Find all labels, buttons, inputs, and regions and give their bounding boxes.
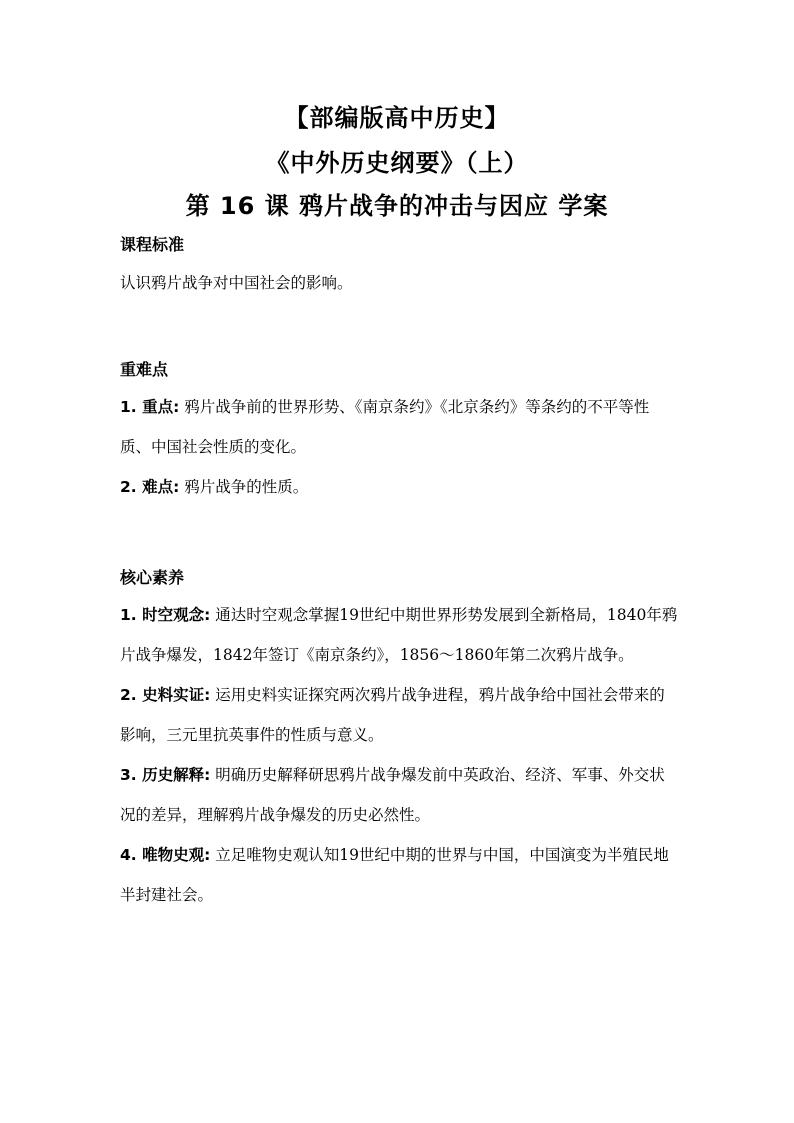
core-literacy-section xyxy=(120,595,680,915)
core-literacy-label: 1. 时空观念: xyxy=(120,606,211,624)
title-lesson: 第 16 课 鸦片战争的冲击与因应 学案 xyxy=(185,192,609,220)
key-point-text: 鸦片战争前的世界形势、《南京条约》《北京条约》等条约的不平等性质、中国社会性质的变化。 xyxy=(120,398,650,456)
curriculum-text: 认识鸦片战争对中国社会的影响。 xyxy=(120,274,353,292)
core-literacy-item xyxy=(120,595,680,675)
core-literacy-item xyxy=(120,835,680,915)
title-series: 【部编版高中历史】 xyxy=(284,104,510,132)
key-points-section xyxy=(120,387,680,507)
core-literacy-item xyxy=(120,755,680,835)
curriculum-heading: 课程标准 xyxy=(120,235,185,254)
core-literacy-label: 4. 唯物史观: xyxy=(120,846,211,864)
core-literacy-label: 2. 史料实证: xyxy=(120,686,211,704)
key-point-item xyxy=(120,387,680,467)
core-literacy-item xyxy=(120,675,680,755)
key-point-label: 1. 重点: xyxy=(120,398,180,416)
curriculum-section xyxy=(120,263,680,303)
core-literacy-text: 明确历史解释研思鸦片战争爆发前中英政治、经济、军事、外交状况的差异，理解鸦片战争爆发的历史必然性。 xyxy=(120,766,665,824)
core-literacy-heading: 核心素养 xyxy=(120,568,185,587)
key-point-text: 鸦片战争的性质。 xyxy=(179,478,309,496)
key-point-label: 2. 难点: xyxy=(120,478,180,496)
key-point-item xyxy=(120,467,680,507)
title-textbook: 《中外历史纲要》（上） xyxy=(265,149,529,177)
core-literacy-text: 运用史料实证探究两次鸦片战争进程，鸦片战争给中国社会带来的影响，三元里抗英事件的性质与意义。 xyxy=(120,686,665,744)
core-literacy-text: 通达时空观念掌握19世纪中期世界形势发展到全新格局，1840年鸦片战争爆发，1842年签订《南京条约》，1856～1860年第二次鸦片战争。 xyxy=(120,606,678,664)
core-literacy-text: 立足唯物史观认知19世纪中期的世界与中国，中国演变为半殖民地半封建社会。 xyxy=(120,846,669,904)
key-points-heading: 重难点 xyxy=(120,360,169,379)
core-literacy-label: 3. 历史解释: xyxy=(120,766,211,784)
